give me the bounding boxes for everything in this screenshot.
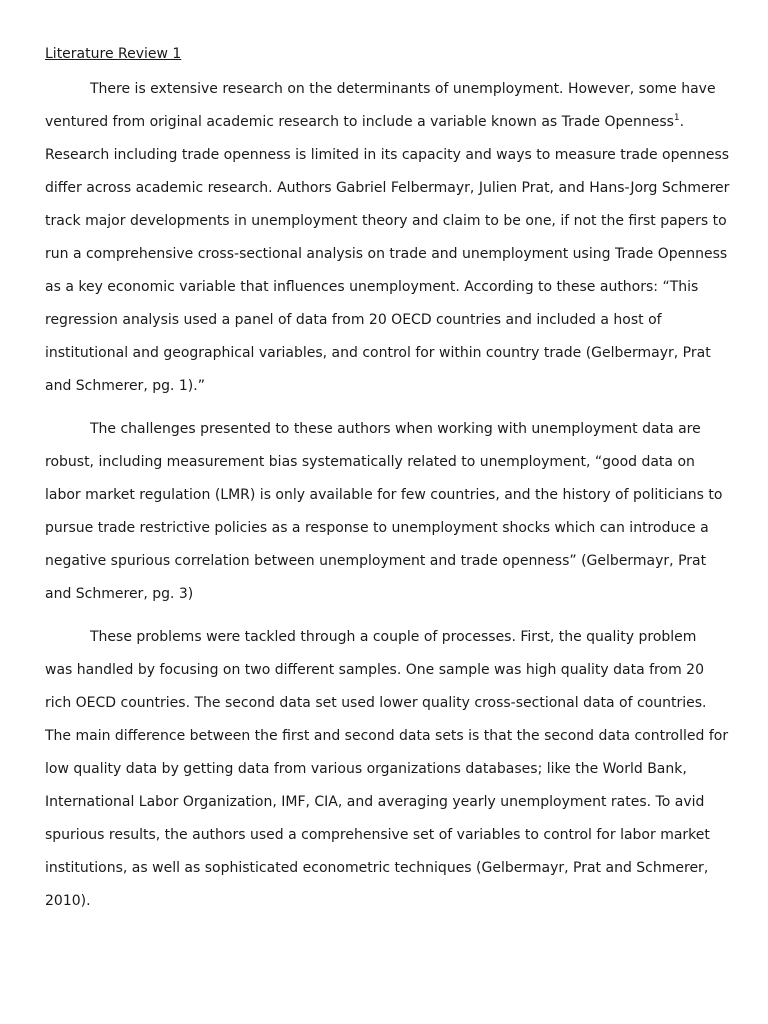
paragraph-line: robust, including measurement bias systematically related to unemployment, “good data on xyxy=(45,454,695,470)
paragraph-1 xyxy=(45,73,730,403)
paragraph-line: rich OECD countries. The second data set used lower quality cross-sectional data of countries. xyxy=(45,695,707,711)
paragraph-line: 2010). xyxy=(45,893,91,909)
paragraph-line: and Schmerer, pg. 1).” xyxy=(45,378,205,394)
paragraph-line: was handled by focusing on two different samples. One sample was high quality data from 20 xyxy=(45,662,704,678)
document-page xyxy=(45,44,730,928)
paragraph-line: labor market regulation (LMR) is only available for few countries, and the history of politicians to xyxy=(45,487,723,503)
footnote-trailing-punctuation: . xyxy=(679,114,685,130)
paragraph-line: pursue trade restrictive policies as a response to unemployment shocks which can introduce a xyxy=(45,520,709,536)
paragraph-line: Research including trade openness is limited in its capacity and ways to measure trade openness xyxy=(45,147,730,163)
paragraph-line-text: ventured from original academic research to include a variable known as Trade Openness xyxy=(45,114,674,130)
paragraph-line: International Labor Organization, IMF, CIA, and averaging yearly unemployment rates. To avid xyxy=(45,794,705,810)
paragraph-line: The main difference between the first and second data sets is that the second data controlled for xyxy=(45,728,729,744)
paragraph-line: and Schmerer, pg. 3) xyxy=(45,586,194,602)
paragraph-line: There is extensive research on the determinants of unemployment. However, some have xyxy=(90,81,716,97)
paragraph-line: spurious results, the authors used a comprehensive set of variables to control for labor market xyxy=(45,827,710,843)
paragraph-line: low quality data by getting data from various organizations databases; like the World Bank, xyxy=(45,761,687,777)
paragraph-line: These problems were tackled through a couple of processes. First, the quality problem xyxy=(90,629,697,645)
paragraph-3 xyxy=(45,621,729,918)
paragraph-line: regression analysis used a panel of data from 20 OECD countries and included a host of xyxy=(45,312,662,328)
paragraph-line-with-footnote xyxy=(45,106,723,139)
paragraph-line: run a comprehensive cross-sectional analysis on trade and unemployment using Trade Openness xyxy=(45,246,728,262)
paragraph-line: institutional and geographical variables, and control for within country trade (Gelbermayr, Prat xyxy=(45,345,711,361)
paragraph-line: institutions, as well as sophisticated econometric techniques (Gelbermayr, Prat and Schmerer, xyxy=(45,860,709,876)
paragraph-line: The challenges presented to these authors when working with unemployment data are xyxy=(90,421,701,437)
paragraph-line: track major developments in unemployment theory and claim to be one, if not the first papers to xyxy=(45,213,727,229)
paragraph-line: negative spurious correlation between unemployment and trade openness” (Gelbermayr, Prat xyxy=(45,553,707,569)
paragraph-2 xyxy=(45,413,723,611)
paragraph-line: differ across academic research. Authors Gabriel Felbermayr, Julien Prat, and Hans-Jorg Schmerer xyxy=(45,180,730,196)
paragraph-line: as a key economic variable that influences unemployment. According to these authors: “This xyxy=(45,279,699,295)
footnote-marker: 1 xyxy=(673,113,680,123)
document-heading: Literature Review 1 xyxy=(45,46,182,62)
